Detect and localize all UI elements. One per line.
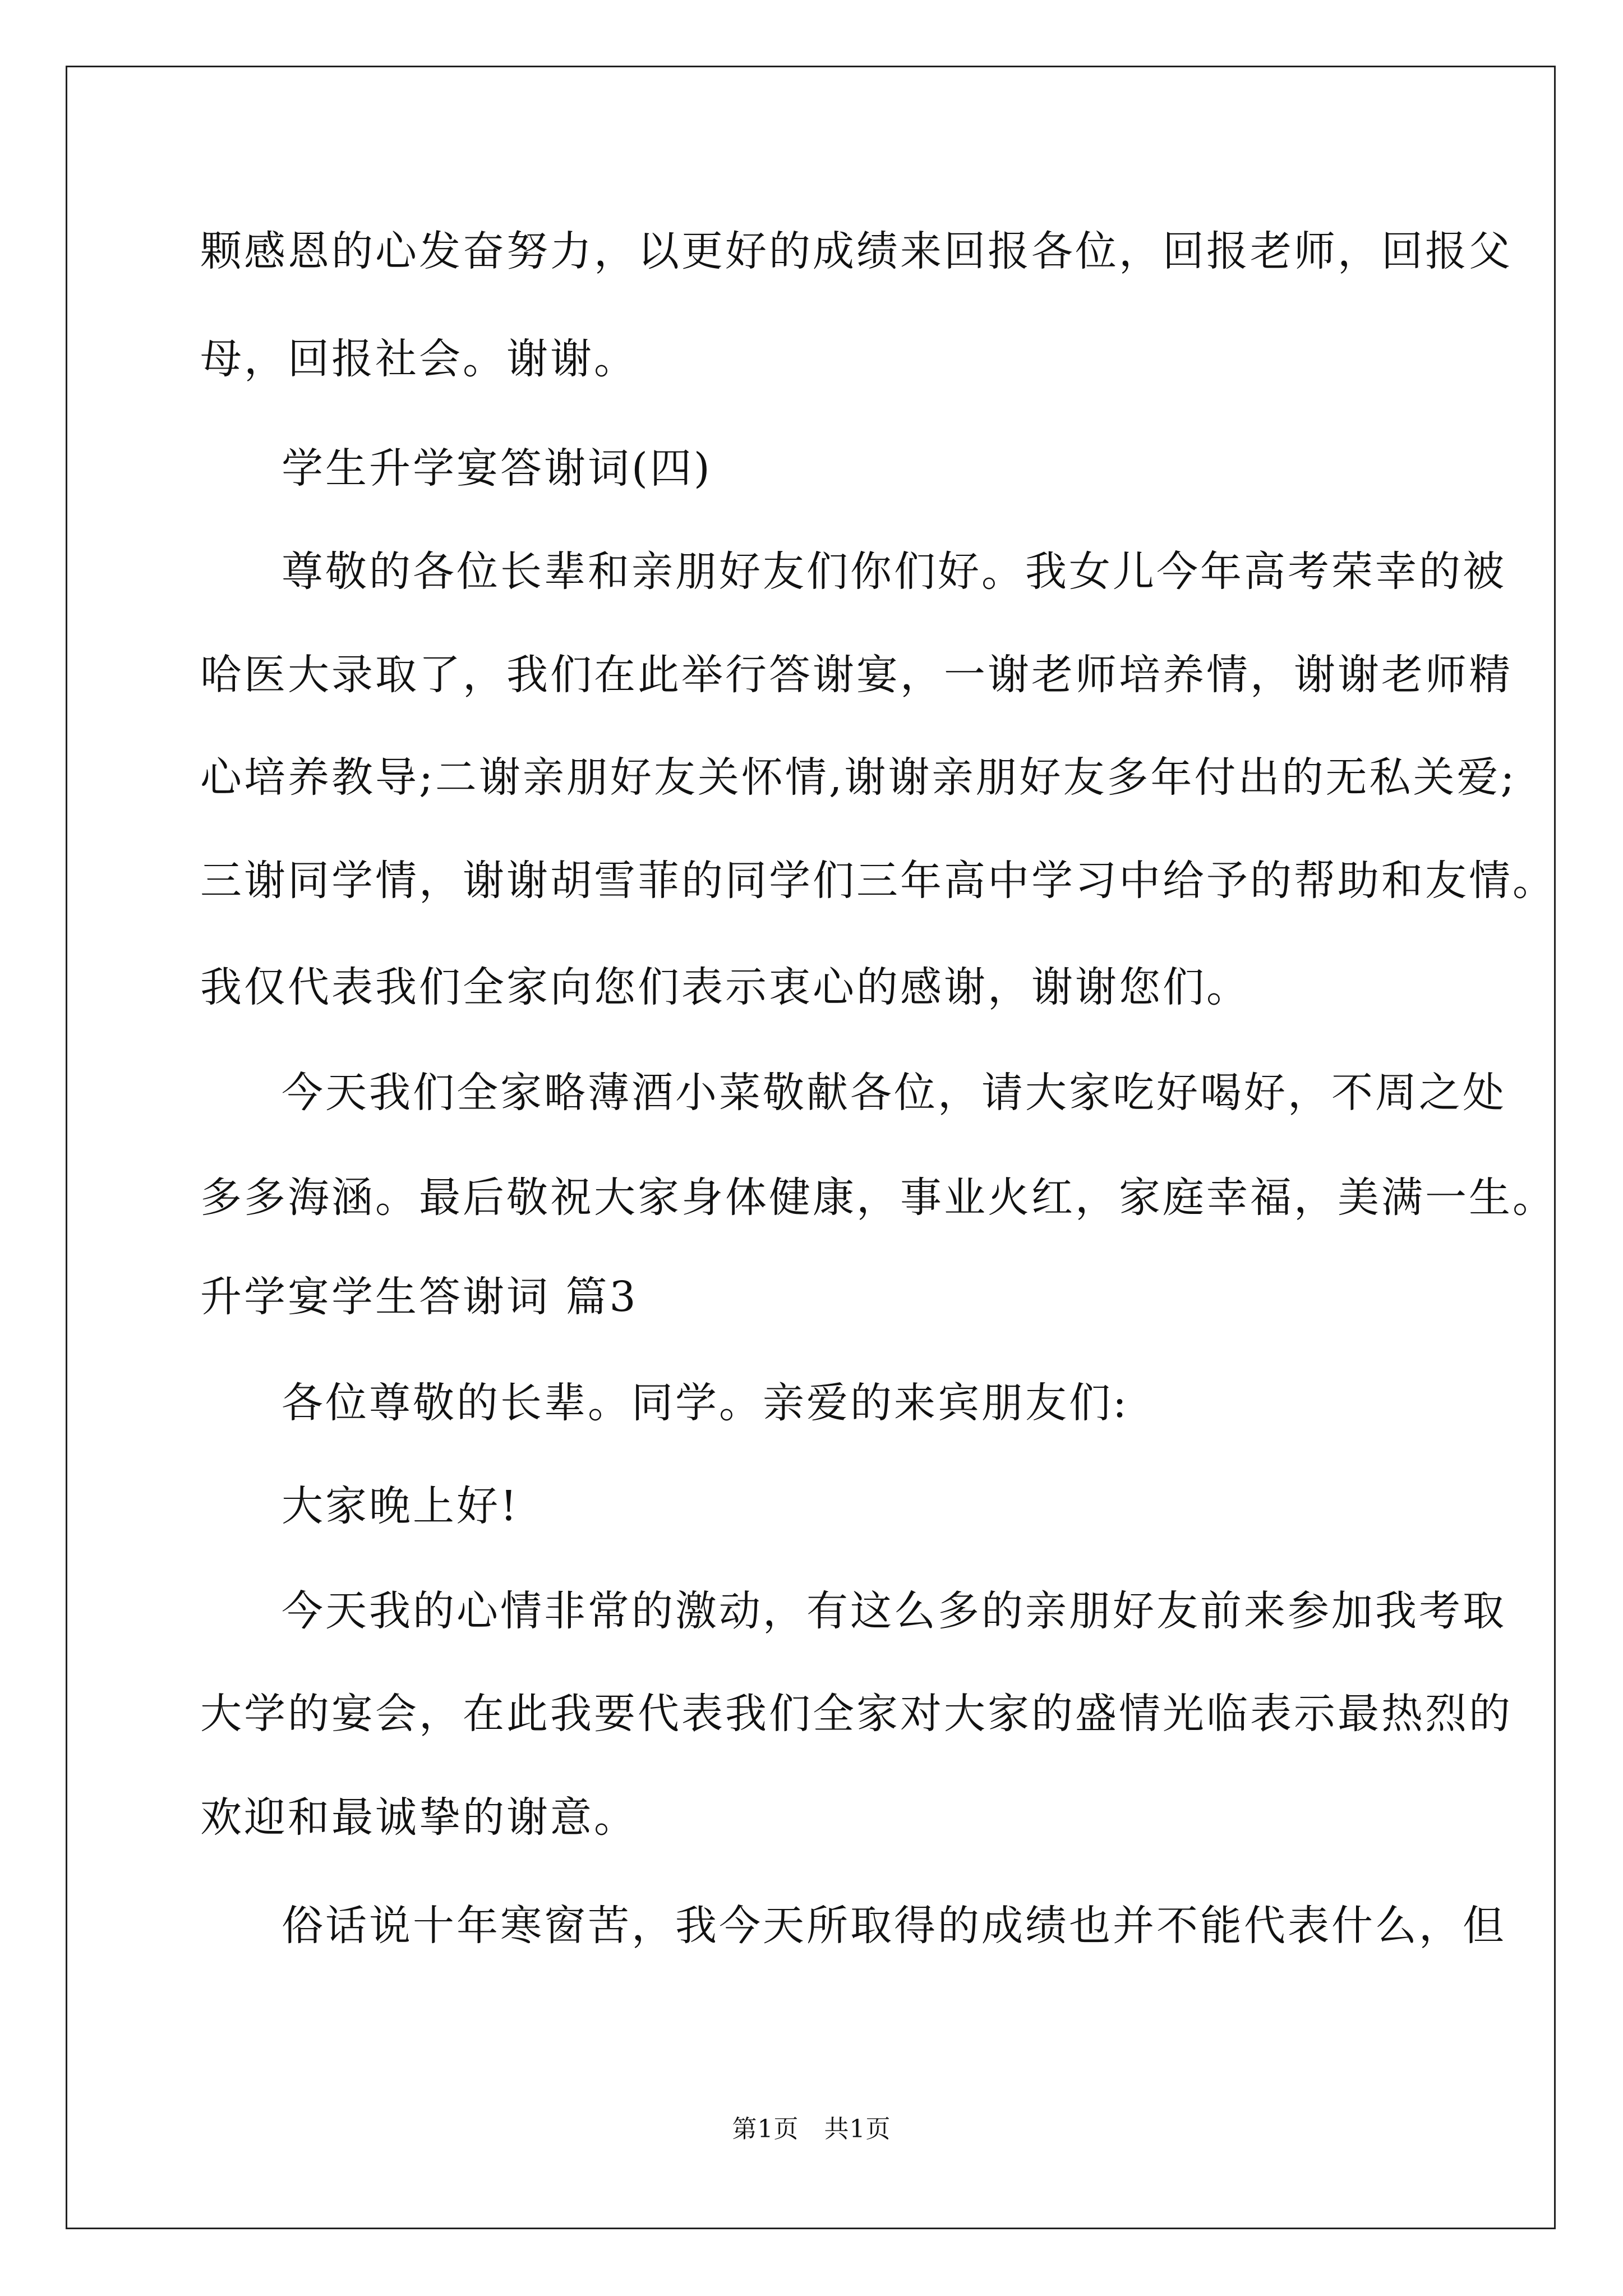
body-line-11: 大家晚上好! — [282, 1482, 519, 1530]
body-line-10: 各位尊敬的长辈。同学。亲爱的来宾朋友们: — [282, 1379, 1129, 1427]
section-heading-article-3: 升学宴学生答谢词 篇3 — [200, 1273, 638, 1321]
section-heading-4: 学生升学宴答谢词(四) — [282, 444, 712, 493]
body-line-8: 今天我们全家略薄酒小菜敬献各位，请大家吃好喝好，不周之处 — [282, 1069, 1506, 1117]
body-line-13: 大学的宴会，在此我要代表我们全家对大家的盛情光临表示最热烈的 — [200, 1690, 1513, 1738]
body-line-5: 心培养教导;二谢亲朋好友关怀情,谢谢亲朋好友多年付出的无私关爱; — [200, 753, 1517, 802]
body-line-7: 我仅代表我们全家向您们表示衷心的感谢，谢谢您们。 — [200, 963, 1250, 1011]
body-line-14: 欢迎和最诚挚的谢意。 — [200, 1793, 638, 1842]
body-line-2: 母，回报社会。谢谢。 — [200, 335, 638, 383]
body-line-4: 哈医大录取了，我们在此举行答谢宴，一谢老师培养情，谢谢老师精 — [200, 651, 1513, 699]
body-line-6: 三谢同学情，谢谢胡雪菲的同学们三年高中学习中给予的帮助和友情。 — [200, 857, 1556, 905]
body-line-12: 今天我的心情非常的激动，有这么多的亲朋好友前来参加我考取 — [282, 1587, 1506, 1635]
body-line-9: 多多海涵。最后敬祝大家身体健康，事业火红，家庭幸福，美满一生。 — [200, 1174, 1556, 1222]
body-line-1: 颗感恩的心发奋努力，以更好的成绩来回报各位，回报老师，回报父 — [200, 227, 1513, 275]
body-line-3: 尊敬的各位长辈和亲朋好友们你们好。我女儿今年高考荣幸的被 — [282, 547, 1506, 596]
body-line-15: 俗话说十年寒窗苦，我今天所取得的成绩也并不能代表什么，但 — [282, 1902, 1506, 1950]
page-number-footer: 第1页 共1页 — [732, 2115, 891, 2143]
